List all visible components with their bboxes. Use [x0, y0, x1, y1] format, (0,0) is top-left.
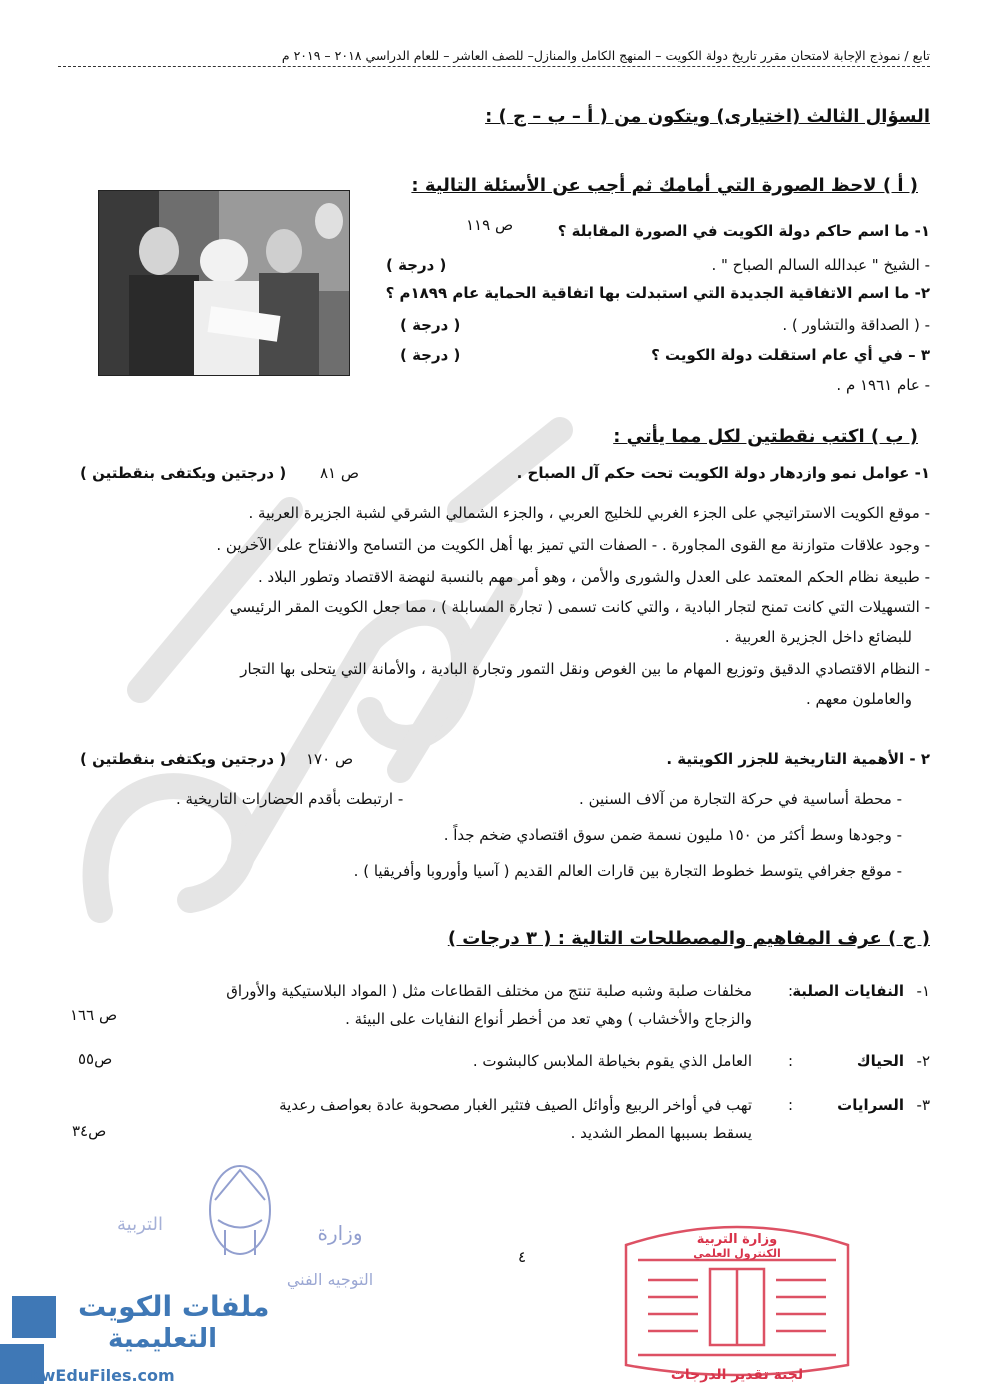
part-c-item-1-def: والزجاج والأخشاب ) وهي تعد من أخطر أنواع النفايات على البيئة .: [345, 1010, 752, 1028]
part-a-a2-mark: ( درجة ): [400, 316, 461, 334]
seal-text-control: الكنترول العلمي: [693, 1247, 781, 1260]
part-b-q1-line: والعاملون معهم .: [805, 690, 912, 708]
part-a-title: ( أ ) لاحظ الصورة التي أمامك ثم أجب عن الأسئلة التالية :: [411, 175, 918, 196]
part-c-item-3-num: ٣-: [916, 1096, 930, 1114]
part-b-q1-line: للبضائع داخل الجزيرة العربية .: [724, 628, 912, 646]
part-c-item-1-term: النفايات الصلبة: [792, 982, 904, 1000]
part-a-q3: ٣ – في أي عام استقلت دولة الكويت ؟: [651, 346, 930, 364]
part-a-q2: ٢- ما اسم الاتفاقية الجديدة التي استبدلت بها اتفاقية الحماية عام ١٨٩٩م ؟: [385, 284, 930, 302]
page-header: تابع / نموذج الإجابة لامتحان مقرر تاريخ دولة الكويت – المنهج الكامل والمنازل– للصف العاشر – للعام الدراسي ٢٠١٨ – ٢٠١٩ م: [281, 48, 930, 63]
part-b-q1-line: - النظام الاقتصادي الدقيق وتوزيع المهام ما بين الغوص ونقل التمور وتجارة البادية ، والأمانة التي يتحلى بها التجار: [240, 660, 930, 678]
part-b-q2-line2: - وجودها وسط أكثر من ١٥٠ مليون نسمة ضمن سوق اقتصادي ضخم جداً .: [443, 826, 902, 844]
part-c-title: ( ج ) عرف المفاهيم والمصطلحات التالية : ( ٣ درجات ): [447, 928, 930, 949]
part-a-q1: ١- ما اسم حاكم دولة الكويت في الصورة المقابلة ؟: [557, 222, 930, 240]
part-b-q1-line: - وجود علاقات متوازنة مع القوى المجاورة . - الصفات التي تميز بها أهل الكويت من التسامح والانفتاح على الآخرين .: [216, 536, 930, 554]
historical-photo: [98, 190, 350, 376]
part-c-item-2-ref: ص٥٥: [78, 1050, 113, 1068]
part-b-q2-line3: - موقع جغرافي يتوسط خطوط التجارة بين قارات العالم القديم ( آسيا وأوروبا وأفريقيا ) .: [353, 862, 902, 880]
part-c-item-3-def: تهب في أواخر الربيع وأوائل الصيف فتثير الغبار مصحوبة عادة بعواصف رعدية: [279, 1096, 752, 1114]
part-b-q1-mark: ( درجتين ويكتفى بنقطتين ): [80, 464, 287, 482]
part-b-q1: ١- عوامل نمو وازدهار دولة الكويت تحت حكم آل الصباح .: [516, 464, 930, 482]
part-c-item-3-def: يسقط بسببها المطر الشديد .: [570, 1124, 752, 1142]
part-b-q2-ref: ص ١٧٠: [306, 750, 354, 768]
part-a-q3-mark: ( درجة ): [400, 346, 461, 364]
section-title: السؤال الثالث (اختيارى) ويتكون من ( أ – ب – ج ) :: [485, 106, 930, 127]
part-a-a1: - الشيخ " عبدالله السالم الصباح " .: [711, 256, 930, 274]
stamp-text-ministry: وزارة: [317, 1221, 363, 1245]
part-a-a3: - عام ١٩٦١ م .: [836, 376, 930, 394]
part-a-a2: - ( الصداقة والتشاور ) .: [782, 316, 930, 334]
seal-text-committee: لجنة تقدير الدرجات: [670, 1367, 804, 1383]
seal-text-ministry: وزارة التربية: [696, 1232, 778, 1247]
header-divider: [58, 66, 930, 67]
stamp-text-guidance: التوجيه الفني: [286, 1270, 374, 1289]
part-c-item-2-colon: :: [787, 1052, 793, 1070]
stamp-text-education: التربية: [117, 1214, 163, 1235]
part-b-q2-line1a: - محطة أساسية في حركة التجارة من آلاف السنين .: [579, 790, 902, 808]
site-logo-url[interactable]: kwEduFiles.com: [30, 1366, 175, 1385]
grading-seal: [618, 1215, 856, 1390]
part-c-item-1-colon: :: [787, 982, 793, 1000]
part-b-q1-line: - طبيعة نظام الحكم المعتمد على العدل والشورى والأمن ، وهو أمر مهم بالنسبة لنهضة الاقتصاد وتطور البلاد .: [258, 568, 930, 586]
part-c-item-2-num: ٢-: [916, 1052, 930, 1070]
part-b-q1-line: - موقع الكويت الاستراتيجي على الجزء الغربي للخليج العربي ، والجزء الشمالي الشرقي لشبة الجزيرة العربية .: [248, 504, 930, 522]
page-number: ٤: [518, 1248, 527, 1266]
site-logo-title: ملفات الكويت: [78, 1290, 270, 1323]
photo-illustration: [99, 191, 349, 375]
part-c-item-3-ref: ص٣٤: [72, 1122, 107, 1140]
ministry-stamp: [100, 1160, 390, 1290]
part-c-item-2-term: الحياك: [856, 1052, 904, 1070]
part-a-a1-mark: ( درجة ): [386, 256, 447, 274]
site-logo-subtitle: التعليمية: [108, 1324, 218, 1354]
part-c-item-1-def: مخلفات صلبة وشبه صلبة تنتج من مختلف القطاعات مثل ( المواد البلاستيكية والأوراق: [226, 982, 752, 1000]
part-c-item-1-ref: ص ١٦٦: [70, 1006, 118, 1024]
part-c-item-3-colon: :: [787, 1096, 793, 1114]
part-b-q2-mark: ( درجتين ويكتفى بنقطتين ): [80, 750, 287, 768]
part-c-item-3-term: السرايات: [837, 1096, 904, 1114]
part-b-q2: ٢ - الأهمية التاريخية للجزر الكويتية .: [666, 750, 930, 768]
part-a-q1-ref: ص ١١٩: [466, 216, 514, 234]
part-c-item-2-def: العامل الذي يقوم بخياطة الملابس كالبشوت .: [472, 1052, 752, 1070]
part-c-item-1-num: ١-: [916, 982, 930, 1000]
part-b-q1-ref: ص ٨١: [320, 464, 360, 482]
part-b-q2-line1b: - ارتبطت بأقدم الحضارات التاريخية .: [176, 790, 404, 808]
part-b-q1-line: - التسهيلات التي كانت تمنح لتجار البادية ، والتي كانت تسمى ( تجارة المسابلة ) ، مما جعل الكويت المقر الرئيسي: [229, 598, 930, 616]
part-b-title: ( ب ) اكتب نقطتين لكل مما يأتي :: [613, 426, 918, 447]
